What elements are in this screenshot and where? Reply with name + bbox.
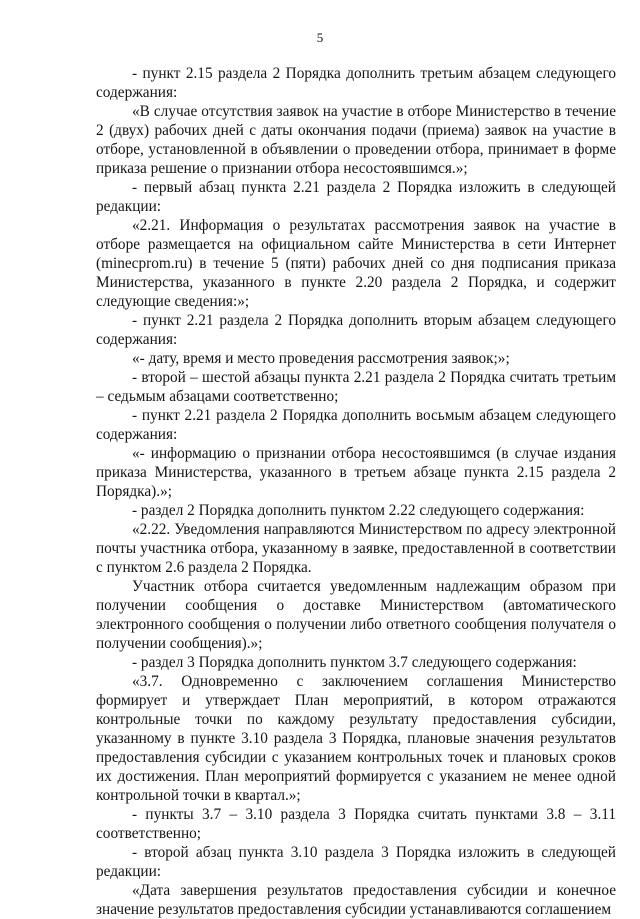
paragraph-15: - пункты 3.7 – 3.10 раздела 3 Порядка считать пунктами 3.8 – 3.11 соответственно; [96, 806, 616, 842]
paragraph-13: - раздел 3 Порядка дополнить пунктом 3.7 следующего содержания: [132, 654, 577, 671]
paragraph-8: - пункт 2.21 раздела 2 Порядка дополнить восьмым абзацем следующего содержания: [96, 407, 616, 443]
paragraph-7: - второй – шестой абзацы пункта 2.21 раздела 2 Порядка считать третьим – седьмым абзацами соответственно; [96, 369, 616, 405]
paragraph-1: - пункт 2.15 раздела 2 Порядка дополнить третьим абзацем следующего содержания: [96, 65, 616, 101]
paragraph-12: Участник отбора считается уведомленным надлежащим образом при получении сообщения о доставке Министерством (автоматического электронного сообщения о получении либо ответного сообщения получателя о получении сообщения).»; [96, 578, 616, 652]
paragraph-6: «- дату, время и место проведения рассмотрения заявок;»; [132, 350, 510, 367]
paragraph-16: - второй абзац пункта 3.10 раздела 3 Порядка изложить в следующей редакции: [96, 844, 616, 880]
paragraph-4: «2.21. Информация о результатах рассмотрения заявок на участие в отборе размещается на официальном сайте Министерства в сети Интернет (minecprom.ru) в течение 5 (пяти) рабочих дней со дня подписания приказа Министерства, указанного в пункте 2.20 раздела 2 Порядка, и содержит следующие сведения:»; [96, 217, 616, 310]
paragraph-2: «В случае отсутствия заявок на участие в отборе Министерство в течение 2 (двух) рабочих дней с даты окончания подачи (приема) заявок на участие в отборе, установленной в объявлении о проведении отбора, принимает в форме приказа решение о признании отбора несостоявшимся.»; [96, 103, 616, 177]
paragraph-9: «- информацию о признании отбора несостоявшимся (в случае издания приказа Министерства, указанного в третьем абзаце пункта 2.15 раздела 2 Порядка).»; [96, 445, 616, 500]
paragraph-5: - пункт 2.21 раздела 2 Порядка дополнить вторым абзацем следующего содержания: [96, 312, 616, 348]
document-body [96, 64, 616, 919]
paragraph-10: - раздел 2 Порядка дополнить пунктом 2.22 следующего содержания: [132, 502, 585, 519]
paragraph-3: - первый абзац пункта 2.21 раздела 2 Порядка изложить в следующей редакции: [96, 179, 616, 215]
paragraph-17: «Дата завершения результатов предоставления субсидии и конечное значение результатов предоставления субсидии устанавливаются соглашением [96, 882, 616, 918]
page-number: 5 [316, 30, 324, 45]
paragraph-14: «3.7. Одновременно с заключением соглашения Министерство формирует и утверждает План мероприятий, в котором отражаются контрольные точки по каждому результату предоставления субсидии, указанному в пункте 3.10 раздела 3 Порядка, плановые значения результатов предоставления субсидии с указанием контрольных точек и плановых сроков их достижения. План мероприятий формируется с указанием не менее одной контрольной точки в квартал.»; [96, 673, 616, 804]
paragraph-11: «2.22. Уведомления направляются Министерством по адресу электронной почты участника отбора, указанному в заявке, предоставленной в соответствии с пунктом 2.6 раздела 2 Порядка. [96, 521, 616, 576]
